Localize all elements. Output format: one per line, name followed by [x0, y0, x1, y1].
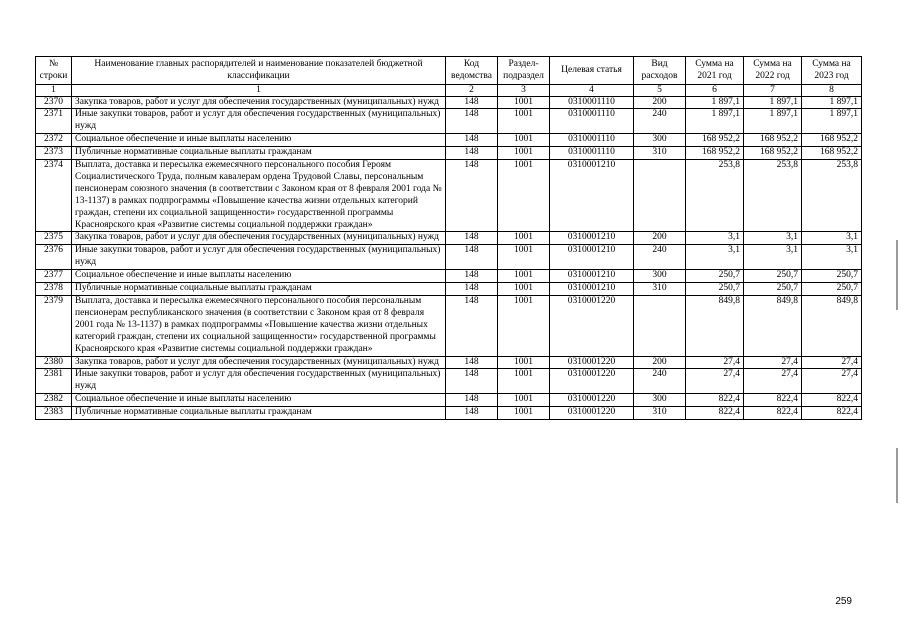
row-number: 2373 [36, 147, 72, 160]
row-dept-code: 148 [446, 109, 498, 134]
table-row [36, 232, 862, 245]
row-dept-code: 148 [446, 356, 498, 369]
row-sum-2023: 250,7 [802, 283, 862, 296]
row-dept-code: 148 [446, 283, 498, 296]
column-index: 1 [36, 85, 72, 97]
table-row [36, 160, 862, 232]
row-sum-2022: 250,7 [744, 283, 802, 296]
scan-edge-mark [896, 448, 898, 503]
row-expense-type [634, 160, 686, 232]
scan-edge-mark [896, 240, 898, 310]
row-name: Социальное обеспечение и иные выплаты населению [72, 394, 446, 407]
row-sum-2021: 3,1 [686, 232, 744, 245]
row-expense-type: 240 [634, 245, 686, 270]
row-target: 0310001220 [550, 356, 634, 369]
row-sum-2022: 168 952,2 [744, 147, 802, 160]
table-row [36, 96, 862, 109]
row-sum-2022: 250,7 [744, 270, 802, 283]
row-sum-2022: 3,1 [744, 232, 802, 245]
row-target: 0310001210 [550, 245, 634, 270]
row-sum-2023: 822,4 [802, 407, 862, 420]
row-dept-code: 148 [446, 160, 498, 232]
budget-table [35, 56, 862, 420]
row-sum-2021: 822,4 [686, 407, 744, 420]
row-sum-2021: 1 897,1 [686, 96, 744, 109]
column-index: 2 [446, 85, 498, 97]
row-target: 0310001110 [550, 134, 634, 147]
row-sum-2022: 1 897,1 [744, 109, 802, 134]
row-sum-2021: 250,7 [686, 270, 744, 283]
row-number: 2377 [36, 270, 72, 283]
page-number: 259 [835, 596, 852, 607]
row-number: 2372 [36, 134, 72, 147]
column-index-row [36, 85, 862, 97]
header-row-number: № строки [36, 57, 72, 85]
row-dept-code: 148 [446, 134, 498, 147]
row-number: 2382 [36, 394, 72, 407]
header-section: Раздел-подраздел [498, 57, 550, 85]
row-expense-type: 310 [634, 147, 686, 160]
row-section: 1001 [498, 109, 550, 134]
row-section: 1001 [498, 232, 550, 245]
row-sum-2021: 3,1 [686, 245, 744, 270]
row-name: Выплата, доставка и пересылка ежемесячного персонального пособия персональным пенсионерам республиканского значения (в соответствии с Законом края от 8 февраля 2001 года № 13-1137) в рамках подпрограммы «Повышение качества жизни отдельных категорий граждан, степени их социальной защищенности» государственной программы Красноярского края «Развитие системы социальной поддержки граждан» [72, 296, 446, 357]
row-target: 0310001110 [550, 109, 634, 134]
row-target: 0310001220 [550, 296, 634, 357]
row-sum-2021: 27,4 [686, 369, 744, 394]
row-sum-2022: 27,4 [744, 356, 802, 369]
row-sum-2023: 250,7 [802, 270, 862, 283]
row-dept-code: 148 [446, 394, 498, 407]
row-name: Закупка товаров, работ и услуг для обеспечения государственных (муниципальных) нужд [72, 96, 446, 109]
row-target: 0310001210 [550, 283, 634, 296]
row-dept-code: 148 [446, 147, 498, 160]
row-expense-type [634, 296, 686, 357]
row-expense-type: 300 [634, 270, 686, 283]
row-number: 2381 [36, 369, 72, 394]
row-name: Иные закупки товаров, работ и услуг для обеспечения государственных (муниципальных) нужд [72, 369, 446, 394]
row-sum-2023: 27,4 [802, 369, 862, 394]
row-name: Публичные нормативные социальные выплаты гражданам [72, 147, 446, 160]
column-index: 4 [550, 85, 634, 97]
header-sum-2022: Сумма на 2022 год [744, 57, 802, 85]
row-sum-2023: 1 897,1 [802, 109, 862, 134]
row-section: 1001 [498, 270, 550, 283]
row-expense-type: 240 [634, 109, 686, 134]
row-name: Социальное обеспечение и иные выплаты населению [72, 270, 446, 283]
row-section: 1001 [498, 356, 550, 369]
table-row [36, 407, 862, 420]
row-sum-2023: 849,8 [802, 296, 862, 357]
row-sum-2023: 3,1 [802, 232, 862, 245]
row-number: 2374 [36, 160, 72, 232]
row-number: 2370 [36, 96, 72, 109]
row-sum-2021: 168 952,2 [686, 147, 744, 160]
row-section: 1001 [498, 369, 550, 394]
row-sum-2021: 822,4 [686, 394, 744, 407]
row-number: 2371 [36, 109, 72, 134]
row-expense-type: 200 [634, 232, 686, 245]
row-section: 1001 [498, 160, 550, 232]
row-section: 1001 [498, 245, 550, 270]
row-name: Выплата, доставка и пересылка ежемесячного персонального пособия Героям Социалистического Труда, полным кавалерам ордена Трудовой Славы, персональным пенсионерам союзного значения (в соответствии с Законом края от 8 февраля 2001 года № 13-1137) в рамках подпрограммы «Повышение качества жизни отдельных категорий граждан, степени их социальной защищенности» государственной программы Красноярского края «Развитие системы социальной поддержки граждан» [72, 160, 446, 232]
row-section: 1001 [498, 394, 550, 407]
row-sum-2023: 253,8 [802, 160, 862, 232]
row-sum-2023: 3,1 [802, 245, 862, 270]
row-number: 2376 [36, 245, 72, 270]
row-sum-2022: 849,8 [744, 296, 802, 357]
row-name: Социальное обеспечение и иные выплаты населению [72, 134, 446, 147]
row-number: 2378 [36, 283, 72, 296]
row-expense-type: 300 [634, 394, 686, 407]
row-section: 1001 [498, 407, 550, 420]
row-sum-2022: 253,8 [744, 160, 802, 232]
row-sum-2022: 822,4 [744, 394, 802, 407]
column-index: 3 [498, 85, 550, 97]
table-row [36, 147, 862, 160]
row-section: 1001 [498, 296, 550, 357]
row-sum-2021: 849,8 [686, 296, 744, 357]
row-target: 0310001210 [550, 160, 634, 232]
row-sum-2021: 27,4 [686, 356, 744, 369]
row-sum-2021: 1 897,1 [686, 109, 744, 134]
header-target: Целевая статья [550, 57, 634, 85]
row-name: Публичные нормативные социальные выплаты гражданам [72, 407, 446, 420]
row-sum-2022: 1 897,1 [744, 96, 802, 109]
header-dept-code: Код ведомства [446, 57, 498, 85]
row-expense-type: 310 [634, 407, 686, 420]
row-sum-2022: 3,1 [744, 245, 802, 270]
row-target: 0310001220 [550, 407, 634, 420]
row-section: 1001 [498, 134, 550, 147]
row-expense-type: 200 [634, 356, 686, 369]
column-index: 7 [744, 85, 802, 97]
row-target: 0310001220 [550, 369, 634, 394]
table-row [36, 245, 862, 270]
table-row [36, 394, 862, 407]
row-sum-2023: 27,4 [802, 356, 862, 369]
table-row [36, 356, 862, 369]
header-sum-2023: Сумма на 2023 год [802, 57, 862, 85]
table-row [36, 134, 862, 147]
row-name: Публичные нормативные социальные выплаты гражданам [72, 283, 446, 296]
row-dept-code: 148 [446, 232, 498, 245]
row-expense-type: 300 [634, 134, 686, 147]
column-index: 8 [802, 85, 862, 97]
table-row [36, 296, 862, 357]
table-row [36, 109, 862, 134]
table-row [36, 369, 862, 394]
row-target: 0310001110 [550, 147, 634, 160]
row-name: Иные закупки товаров, работ и услуг для обеспечения государственных (муниципальных) нужд [72, 245, 446, 270]
column-index: 5 [634, 85, 686, 97]
row-section: 1001 [498, 283, 550, 296]
row-sum-2022: 168 952,2 [744, 134, 802, 147]
row-number: 2375 [36, 232, 72, 245]
row-dept-code: 148 [446, 245, 498, 270]
row-name: Закупка товаров, работ и услуг для обеспечения государственных (муниципальных) нужд [72, 232, 446, 245]
row-dept-code: 148 [446, 296, 498, 357]
row-name: Закупка товаров, работ и услуг для обеспечения государственных (муниципальных) нужд [72, 356, 446, 369]
row-sum-2023: 822,4 [802, 394, 862, 407]
header-expense-type: Вид расходов [634, 57, 686, 85]
row-target: 0310001210 [550, 270, 634, 283]
row-number: 2379 [36, 296, 72, 357]
row-sum-2023: 168 952,2 [802, 147, 862, 160]
row-sum-2021: 253,8 [686, 160, 744, 232]
row-section: 1001 [498, 147, 550, 160]
table-row [36, 283, 862, 296]
row-sum-2021: 168 952,2 [686, 134, 744, 147]
row-dept-code: 148 [446, 270, 498, 283]
row-number: 2383 [36, 407, 72, 420]
row-sum-2022: 822,4 [744, 407, 802, 420]
row-sum-2021: 250,7 [686, 283, 744, 296]
row-target: 0310001110 [550, 96, 634, 109]
row-target: 0310001220 [550, 394, 634, 407]
header-sum-2021: Сумма на 2021 год [686, 57, 744, 85]
row-dept-code: 148 [446, 369, 498, 394]
header-name: Наименование главных распорядителей и наименование показателей бюджетной классификации [72, 57, 446, 85]
row-expense-type: 200 [634, 96, 686, 109]
row-expense-type: 310 [634, 283, 686, 296]
row-expense-type: 240 [634, 369, 686, 394]
table-row [36, 270, 862, 283]
column-index: 6 [686, 85, 744, 97]
table-header [36, 57, 862, 97]
table-body [36, 96, 862, 420]
row-sum-2023: 168 952,2 [802, 134, 862, 147]
row-number: 2380 [36, 356, 72, 369]
column-index: 1 [72, 85, 446, 97]
row-sum-2023: 1 897,1 [802, 96, 862, 109]
row-sum-2022: 27,4 [744, 369, 802, 394]
row-dept-code: 148 [446, 96, 498, 109]
row-dept-code: 148 [446, 407, 498, 420]
row-target: 0310001210 [550, 232, 634, 245]
row-name: Иные закупки товаров, работ и услуг для обеспечения государственных (муниципальных) нужд [72, 109, 446, 134]
row-section: 1001 [498, 96, 550, 109]
